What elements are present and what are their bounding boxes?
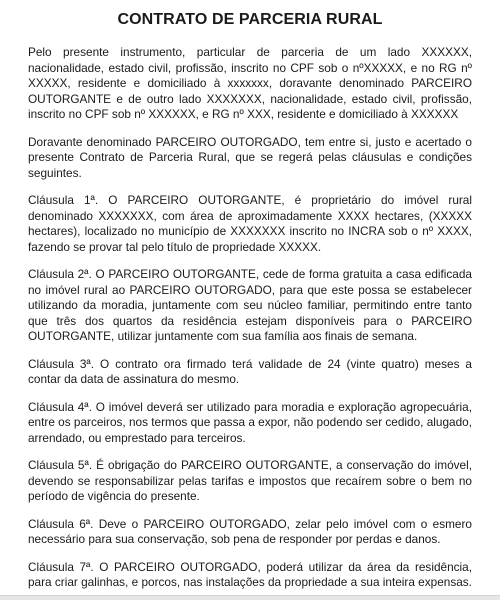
clause-1: Cláusula 1ª. O PARCEIRO OUTORGANTE, é proprietário do imóvel rural denominado XXXXXXX, com área de aproximadamente XXXX hectares, (XXXXX hectares), localizado no município de XXXXXXX inscrito no INCRA sob o nº XXXX, fazendo se provar tal pelo título de propriedade XXXXX. <box>28 193 472 254</box>
clause-7: Cláusula 7ª. O PARCEIRO OUTORGADO, poderá utilizar da área da residência, para criar galinhas, e porcos, nas instalações da propriedade a sua inteira expensas. <box>28 559 472 589</box>
clause-2: Cláusula 2ª. O PARCEIRO OUTORGANTE, cede de forma gratuita a casa edificada no imóvel rural ao PARCEIRO OUTORGADO, para que este possa se estabelecer utilizando da moradia, juntamente com seu núcleo familiar, permitindo entre tanto que três dos quartos da residência estejam disponíveis para o PARCEIRO OUTORGANTE, utilizar juntamente com sua família aos finais de semana. <box>28 267 472 343</box>
preamble-parties: Pelo presente instrumento, particular de parceria de um lado XXXXXX, nacionalidade, estado civil, profissão, inscrito no CPF sob o nºXXXXX, e no RG nº XXXXX, residente e domiciliado à xxxxxxx, doravante denominado PARCEIRO OUTORGANTE e de outro lado XXXXXXX, nacionalidade, estado civil, profissão, inscrito no CPF sob nº XXXXXX, e RG nº XXX, residente e domiciliado à XXXXXX <box>28 45 472 121</box>
page-bottom-divider <box>0 595 500 600</box>
document-title: CONTRATO DE PARCERIA RURAL <box>117 11 383 28</box>
clause-3: Cláusula 3ª. O contrato ora firmado terá validade de 24 (vinte quatro) meses a contar da data de assinatura do mesmo. <box>28 356 472 386</box>
preamble-agreement: Doravante denominado PARCEIRO OUTORGADO, tem entre si, justo e acertado o presente Contrato de Parceria Rural, que se regerá pelas cláusulas e condições seguintes. <box>28 134 472 180</box>
clause-4: Cláusula 4ª. O imóvel deverá ser utilizado para moradia e exploração agropecuária, entre os parceiros, nos termos que passa a expor, não podendo ser cedido, alugado, arrendado, ou emprestado para terceiros. <box>28 399 472 445</box>
clause-5: Cláusula 5ª. É obrigação do PARCEIRO OUTORGANTE, a conservação do imóvel, devendo se responsabilizar pelas tarifas e impostos que recaírem sobre o bem no período de vigência do presente. <box>28 458 472 503</box>
clause-6: Cláusula 6ª. Deve o PARCEIRO OUTORGADO, zelar pelo imóvel com o esmero necessário para sua conservação, sob pena de responder por perdas e danos. <box>28 516 472 546</box>
